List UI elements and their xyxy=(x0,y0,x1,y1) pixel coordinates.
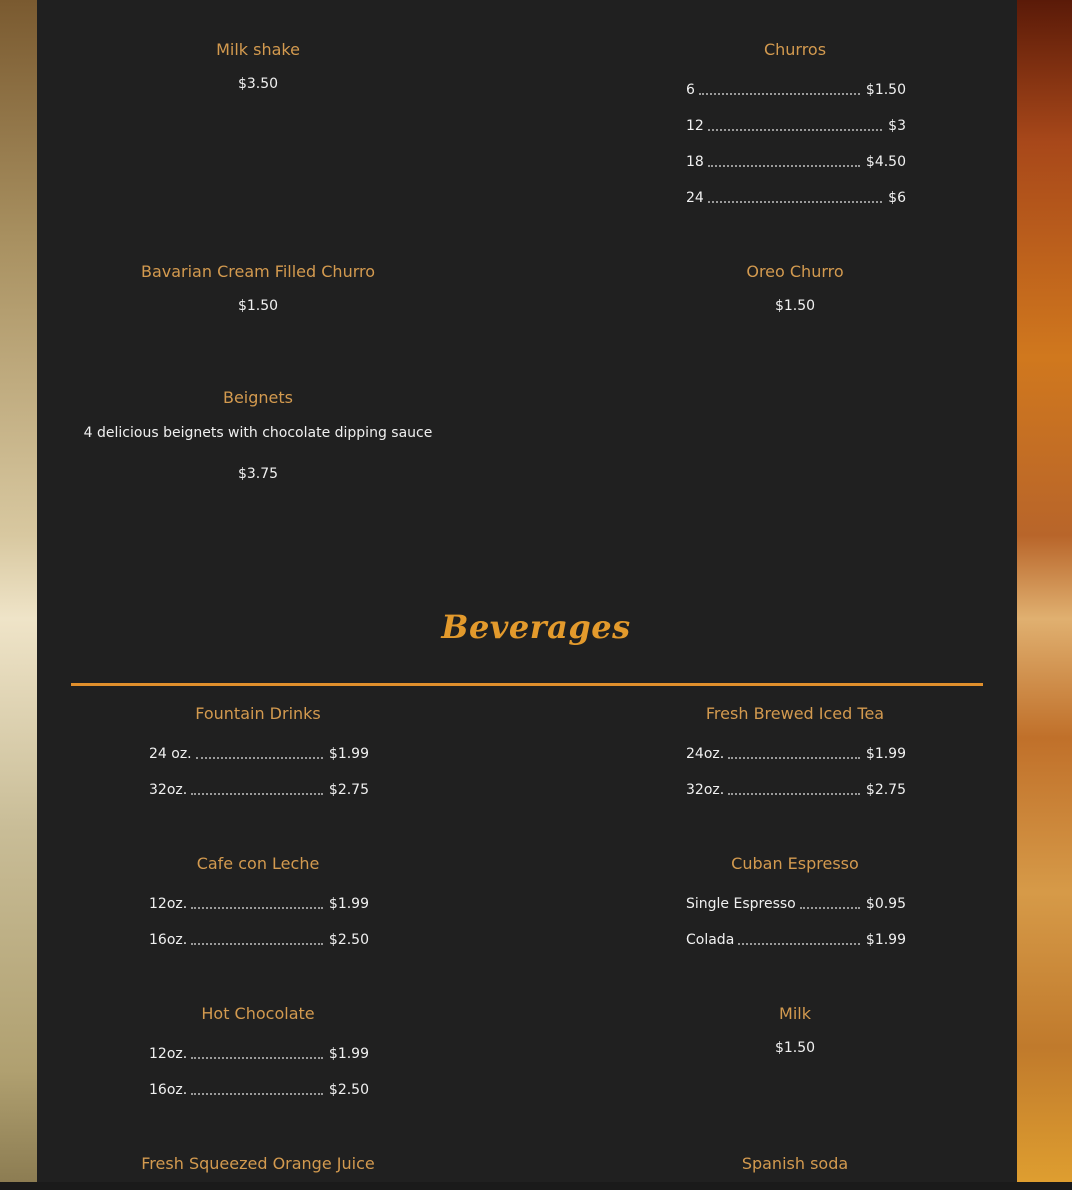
row-label: 16oz. xyxy=(149,932,188,948)
price-row-fountain-24oz xyxy=(149,746,369,766)
row-label: Colada xyxy=(686,932,735,948)
row-label: 32oz. xyxy=(149,782,188,798)
item-title-milk-shake: Milk shake xyxy=(216,40,300,59)
price-row-churros-6 xyxy=(686,82,906,102)
row-price: $2.50 xyxy=(328,1082,369,1098)
price-row-hot-chocolate-12oz xyxy=(149,1046,369,1066)
row-price: $1.99 xyxy=(865,746,906,762)
price-row-iced-tea-32oz xyxy=(686,782,906,802)
row-label: 6 xyxy=(686,82,695,98)
dot-leader xyxy=(191,932,323,945)
row-label: 18 xyxy=(686,154,704,170)
row-price: $6 xyxy=(888,190,906,206)
dot-leader xyxy=(191,896,323,909)
row-price: $3 xyxy=(888,118,906,134)
dot-leader xyxy=(800,896,860,909)
row-label: 24 oz. xyxy=(149,746,192,762)
background-right xyxy=(1017,0,1072,1190)
dot-leader xyxy=(738,932,860,945)
row-price: $2.75 xyxy=(865,782,906,798)
item-title-iced-tea: Fresh Brewed Iced Tea xyxy=(705,704,885,723)
item-title-milk: Milk xyxy=(779,1004,811,1023)
price-milk-shake: $3.50 xyxy=(237,76,279,92)
row-label: 12oz. xyxy=(149,1046,188,1062)
price-row-iced-tea-24oz xyxy=(686,746,906,766)
price-row-hot-chocolate-16oz xyxy=(149,1082,369,1102)
row-price: $2.75 xyxy=(328,782,369,798)
dot-leader xyxy=(191,1082,323,1095)
row-label: 16oz. xyxy=(149,1082,188,1098)
price-row-single-espresso xyxy=(686,896,906,916)
dot-leader xyxy=(708,190,882,203)
item-title-cafe-con-leche: Cafe con Leche xyxy=(196,854,320,873)
dot-leader xyxy=(728,746,860,759)
price-row-cafe-16oz xyxy=(149,932,369,952)
bottom-bar xyxy=(0,1182,1072,1190)
item-title-fountain-drinks: Fountain Drinks xyxy=(195,704,321,723)
price-row-churros-24 xyxy=(686,190,906,210)
row-price: $1.99 xyxy=(328,746,369,762)
dot-leader xyxy=(728,782,860,795)
item-title-cuban-espresso: Cuban Espresso xyxy=(731,854,859,873)
row-price: $4.50 xyxy=(865,154,906,170)
dot-leader xyxy=(191,782,323,795)
row-label: 24oz. xyxy=(686,746,725,762)
price-row-fountain-32oz xyxy=(149,782,369,802)
row-label: 24 xyxy=(686,190,704,206)
price-beignets: $3.75 xyxy=(237,466,279,482)
price-oreo-churro: $1.50 xyxy=(774,298,816,314)
section-divider xyxy=(71,683,983,686)
item-title-oreo-churro: Oreo Churro xyxy=(746,262,844,281)
row-price: $1.99 xyxy=(328,1046,369,1062)
row-label: 32oz. xyxy=(686,782,725,798)
price-row-churros-18 xyxy=(686,154,906,174)
row-label: Single Espresso xyxy=(686,896,796,912)
price-row-colada xyxy=(686,932,906,952)
dot-leader xyxy=(708,154,860,167)
item-title-hot-chocolate: Hot Chocolate xyxy=(201,1004,315,1023)
row-price: $2.50 xyxy=(328,932,369,948)
item-title-spanish-soda: Spanish soda xyxy=(741,1154,849,1173)
row-label: 12 xyxy=(686,118,704,134)
section-title-beverages: Beverages xyxy=(441,608,631,646)
dot-leader xyxy=(699,82,860,95)
row-price: $1.99 xyxy=(328,896,369,912)
item-title-orange-juice: Fresh Squeezed Orange Juice xyxy=(141,1154,375,1173)
dot-leader xyxy=(708,118,882,131)
description-beignets: 4 delicious beignets with chocolate dipping sauce xyxy=(83,425,433,441)
item-title-churros: Churros xyxy=(763,40,827,59)
dot-leader xyxy=(191,1046,323,1059)
price-row-churros-12 xyxy=(686,118,906,138)
row-price: $1.50 xyxy=(865,82,906,98)
item-title-bavarian-cream-churro: Bavarian Cream Filled Churro xyxy=(140,262,376,281)
background-left xyxy=(0,0,37,1190)
row-price: $1.99 xyxy=(865,932,906,948)
price-row-cafe-12oz xyxy=(149,896,369,916)
item-title-beignets: Beignets xyxy=(222,388,293,407)
price-milk: $1.50 xyxy=(774,1040,816,1056)
dot-leader xyxy=(196,746,323,759)
row-label: 12oz. xyxy=(149,896,188,912)
row-price: $0.95 xyxy=(865,896,906,912)
price-bavarian-cream-churro: $1.50 xyxy=(237,298,279,314)
